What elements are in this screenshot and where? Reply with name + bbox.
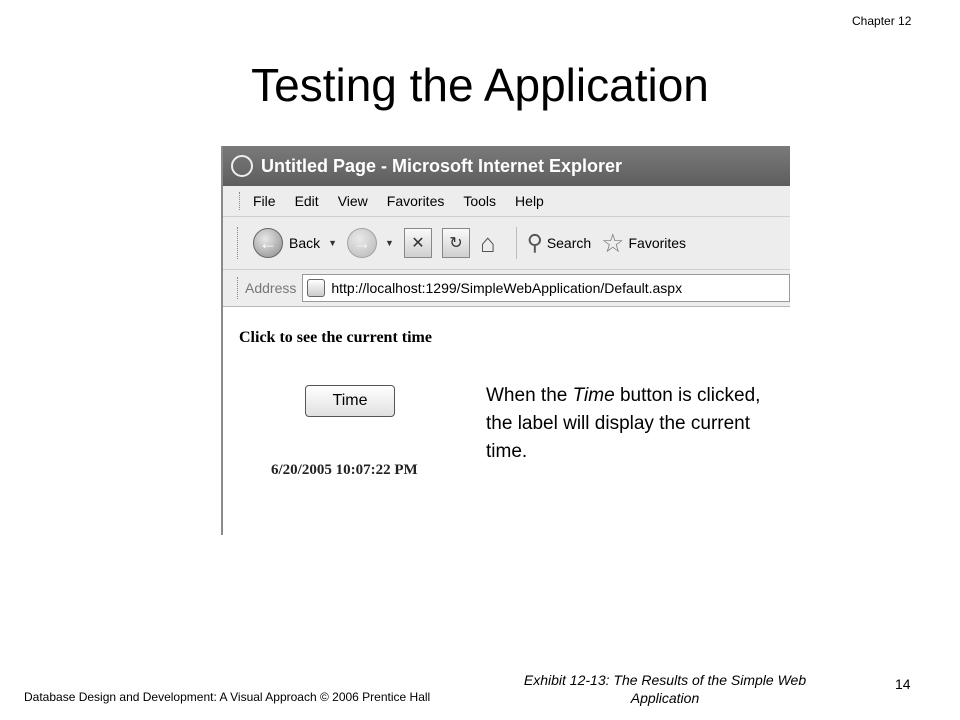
menu-bar: [223, 186, 790, 217]
back-button[interactable]: [253, 228, 337, 258]
menubar-grip: [239, 192, 243, 210]
menu-edit[interactable]: Edit: [294, 193, 319, 209]
toolbar: [223, 217, 790, 270]
search-button[interactable]: [527, 230, 591, 256]
addressbar-grip: [237, 277, 241, 299]
exhibit-caption: Exhibit 12-13: The Results of the Simple Web Application: [523, 672, 807, 706]
stop-button[interactable]: [404, 228, 432, 258]
forward-button[interactable]: [347, 228, 394, 258]
search-icon: ⚲: [526, 230, 543, 255]
time-button[interactable]: Time: [305, 385, 395, 417]
callout-text: [486, 382, 786, 466]
page-prompt: Click to see the current time: [239, 329, 432, 346]
refresh-button[interactable]: [442, 228, 470, 258]
time-label: 6/20/2005 10:07:22 PM: [271, 462, 418, 478]
slide-title: Testing the Application: [251, 59, 709, 111]
address-input[interactable]: [302, 274, 790, 302]
page-icon: [307, 279, 325, 297]
menu-file[interactable]: File: [253, 193, 276, 209]
browser-titlebar: [223, 146, 790, 186]
favorites-button[interactable]: [601, 228, 686, 259]
callout-part1: When the: [486, 385, 573, 406]
menu-view[interactable]: View: [337, 193, 368, 209]
slide-number: 14: [895, 676, 911, 692]
menu-tools[interactable]: Tools: [463, 193, 497, 209]
refresh-icon: ↻: [442, 228, 470, 258]
footer-credit: Database Design and Development: A Visual Approach © 2006 Prentice Hall: [24, 690, 431, 704]
back-dropdown-icon[interactable]: ▼: [328, 238, 338, 248]
address-bar: [223, 270, 790, 307]
address-label: Address: [245, 280, 297, 296]
back-icon: ←: [253, 228, 283, 258]
callout-part2: button is clicked, the label will display the current time.: [486, 385, 761, 462]
callout-italic: Time: [572, 385, 615, 406]
stop-icon: ✕: [404, 228, 432, 258]
window-title: Untitled Page - Microsoft Internet Explorer: [261, 155, 623, 176]
forward-icon: →: [347, 228, 377, 258]
menu-favorites[interactable]: Favorites: [386, 193, 445, 209]
menu-help[interactable]: Help: [515, 193, 544, 209]
back-label: Back: [289, 235, 321, 251]
forward-dropdown-icon[interactable]: ▼: [385, 238, 394, 248]
home-icon: ⌂: [479, 227, 496, 258]
chapter-label: Chapter 12: [852, 14, 912, 28]
search-label: Search: [546, 235, 592, 251]
home-button[interactable]: [480, 228, 496, 259]
browser-screenshot: [221, 146, 790, 535]
address-url: http://localhost:1299/SimpleWebApplication/Default.aspx: [331, 280, 683, 296]
ie-icon: [231, 155, 253, 177]
toolbar-grip: [237, 227, 241, 259]
favorites-label: Favorites: [628, 235, 687, 251]
toolbar-separator: [516, 227, 517, 259]
favorites-star-icon: ☆: [601, 227, 625, 258]
